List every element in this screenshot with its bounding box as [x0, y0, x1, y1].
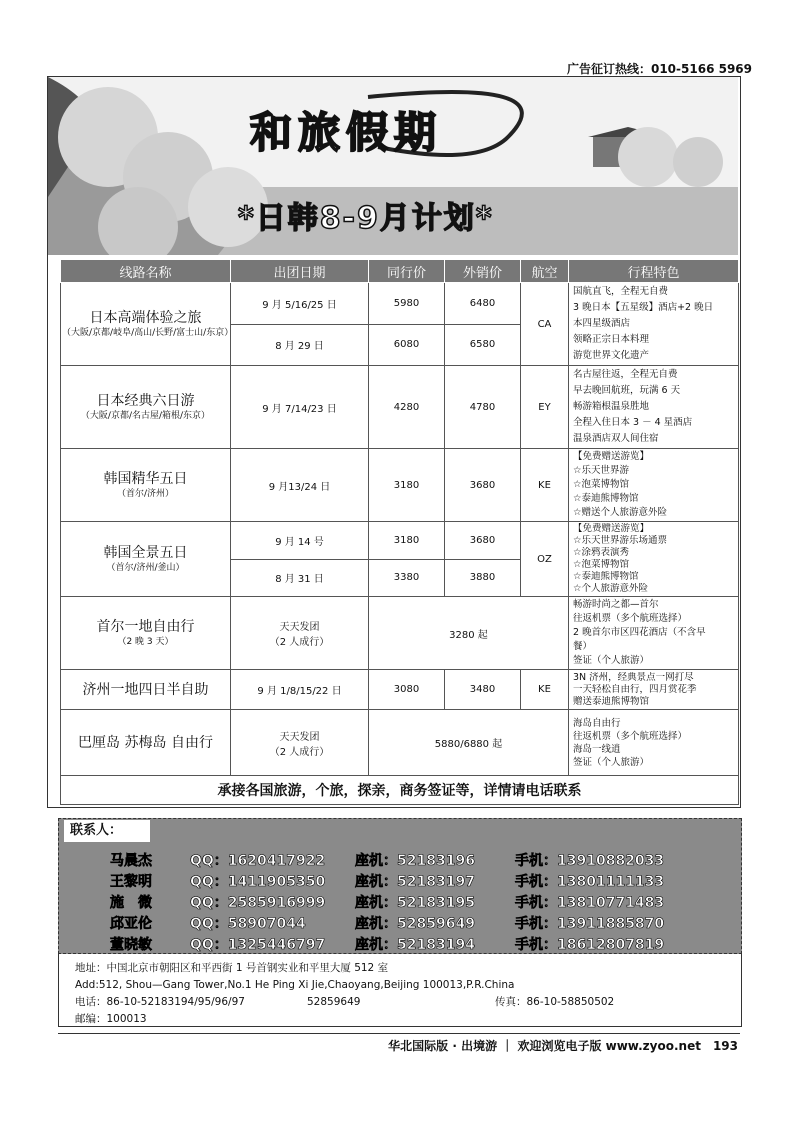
- contact-qq: QQ：58907044: [190, 916, 306, 932]
- retail-price: 6480: [445, 283, 521, 325]
- tour-features: 海岛自由行 往返机票（多个航班选择） 海岛一线逍 签证（个人旅游）: [569, 710, 739, 776]
- retail-price: 3880: [445, 559, 521, 597]
- contact-qq: QQ：1411905350: [190, 874, 326, 890]
- col-header: 行程特色: [569, 260, 739, 283]
- peer-price: 4280: [369, 366, 445, 449]
- retail-price: 3680: [445, 449, 521, 522]
- tour-date: 9 月 7/14/23 日: [231, 366, 369, 449]
- contact-name: 施 微: [110, 895, 152, 911]
- page-subtitle: *日韩8-9月计划*: [238, 201, 494, 236]
- table-header: [61, 260, 739, 283]
- tour-date: 天天发团 （2 人成行）: [231, 710, 369, 776]
- tour-features: 名古屋往返，全程无自费 早去晚回航班，玩满 6 天 畅游箱根温泉胜地 全程入住日本 3 － 4 星酒店 温泉酒店双人间住宿: [569, 366, 739, 449]
- table-footer: [61, 776, 739, 805]
- contact-mobile: 手机：13801111133: [515, 874, 665, 890]
- tour-date: 8 月 29 日: [231, 324, 369, 366]
- peer-price: 3180: [369, 522, 445, 560]
- tour-date: 9 月 1/8/15/22 日: [231, 670, 369, 710]
- tour-features: 畅游时尚之都—首尔 往返机票（多个航班选择） 2 晚首尔市区四花酒店（不含早 餐） 签证（个人旅游）: [569, 597, 739, 670]
- table-row: [61, 449, 739, 522]
- col-header: 外销价: [445, 260, 521, 283]
- contact-mobile: 手机：18612807819: [515, 937, 665, 953]
- tour-price: 5880/6880 起: [369, 710, 569, 776]
- tour-date: 9 月 14 号: [231, 522, 369, 560]
- tour-features: 【免费赠送游览】 ☆乐天世界游 ☆泡菜博物馆 ☆泰迪熊博物馆 ☆赠送个人旅游意外险: [569, 449, 739, 522]
- contact-phone: 座机：52183196: [355, 853, 475, 869]
- table-row: [61, 522, 739, 560]
- footer-note: 承接各国旅游，个旅，探亲，商务签证等，详情请电话联系: [61, 776, 739, 805]
- address-cn: 地址：中国北京市朝阳区和平西街 1 号首钢实业和平里大厦 512 室: [75, 962, 389, 974]
- contact-mobile: 手机：13910882033: [515, 853, 665, 869]
- tour-name: 济州一地四日半自助: [61, 670, 231, 710]
- contacts-label: 联系人：: [64, 820, 150, 842]
- footer-divider: [58, 1033, 740, 1034]
- retail-price: 3480: [445, 670, 521, 710]
- airline: OZ: [521, 522, 569, 597]
- peer-price: 5980: [369, 283, 445, 325]
- office-tel-2: 52859649: [307, 996, 361, 1008]
- col-header: 航空: [521, 260, 569, 283]
- retail-price: 6580: [445, 324, 521, 366]
- contact-phone: 座机：52183197: [355, 874, 475, 890]
- tour-name: 日本经典六日游 （大阪/京都/名古屋/箱根/东京）: [61, 366, 231, 449]
- contact-name: 马晨杰: [110, 853, 152, 869]
- contact-mobile: 手机：13810771483: [515, 895, 665, 911]
- peer-price: 3080: [369, 670, 445, 710]
- airline: CA: [521, 283, 569, 366]
- contact-name: 邱亚伦: [110, 916, 152, 932]
- tour-date: 8 月 31 日: [231, 559, 369, 597]
- contact-qq: QQ：2585916999: [190, 895, 326, 911]
- tour-name: 韩国精华五日 （首尔/济州）: [61, 449, 231, 522]
- retail-price: 4780: [445, 366, 521, 449]
- contact-qq: QQ：1620417922: [190, 853, 326, 869]
- contact-name: 王黎明: [110, 874, 152, 890]
- tour-date: 天天发团 （2 人成行）: [231, 597, 369, 670]
- table-row: [61, 597, 739, 670]
- postcode: 邮编：100013: [75, 1013, 147, 1025]
- tour-price: 3280 起: [369, 597, 569, 670]
- tour-date: 9 月 5/16/25 日: [231, 283, 369, 325]
- tour-table: [60, 259, 739, 805]
- contact-phone: 座机：52183194: [355, 937, 475, 953]
- tour-features: 国航直飞，全程无自费 3 晚日本【五星级】酒店+2 晚日 本四星级酒店 领略正宗日本料理 游览世界文化遗产: [569, 283, 739, 366]
- peer-price: 3380: [369, 559, 445, 597]
- table-row: [61, 670, 739, 710]
- airline: KE: [521, 449, 569, 522]
- office-tel: 电话：86-10-52183194/95/96/97: [75, 996, 245, 1008]
- address-block: [75, 960, 735, 1028]
- peer-price: 3180: [369, 449, 445, 522]
- table-row: [61, 710, 739, 776]
- airline: EY: [521, 366, 569, 449]
- contact-phone: 座机：52859649: [355, 916, 475, 932]
- peer-price: 6080: [369, 324, 445, 366]
- contact-mobile: 手机：13911885870: [515, 916, 665, 932]
- page-footer: 华北国际版 · 出境游 ｜ 欢迎浏览电子版 www.zyoo.net 193: [388, 1039, 738, 1053]
- col-header: 出团日期: [231, 260, 369, 283]
- tour-name: 首尔一地自由行 （2 晚 3 天）: [61, 597, 231, 670]
- retail-price: 3680: [445, 522, 521, 560]
- tour-date: 9 月13/24 日: [231, 449, 369, 522]
- brand-title: 和旅假期: [250, 108, 443, 157]
- tour-features: 【免费赠送游览】 ☆乐天世界游乐场通票 ☆涂鸦表演秀 ☆泡菜博物馆 ☆泰迪熊博物馆 ☆个人旅游意外险: [569, 522, 739, 597]
- contact-name: 董晓敏: [110, 937, 152, 953]
- ad-hotline: 广告征订热线：010-5166 5969: [566, 62, 752, 76]
- contact-phone: 座机：52183195: [355, 895, 475, 911]
- col-header: 线路名称: [61, 260, 231, 283]
- address-en: Add:512, Shou—Gang Tower,No.1 He Ping Xi Jie,Chaoyang,Beijing 100013,P.R.China: [75, 979, 515, 991]
- tour-name: 韩国全景五日 （首尔/济州/釜山）: [61, 522, 231, 597]
- contact-line: [75, 994, 735, 1011]
- table-row: [61, 283, 739, 325]
- tour-features: 3N 济州，经典景点一网打尽 一天轻松自由行，四月赏花季 赠送泰迪熊博物馆: [569, 670, 739, 710]
- airline: KE: [521, 670, 569, 710]
- tour-name: 巴厘岛 苏梅岛 自由行: [61, 710, 231, 776]
- tour-name: 日本高端体验之旅 （大阪/京都/岐阜/高山/长野/富士山/东京）: [61, 283, 231, 366]
- office-fax: 传真：86-10-58850502: [495, 996, 615, 1008]
- table-row: [61, 366, 739, 449]
- col-header: 同行价: [369, 260, 445, 283]
- contact-qq: QQ：1325446797: [190, 937, 326, 953]
